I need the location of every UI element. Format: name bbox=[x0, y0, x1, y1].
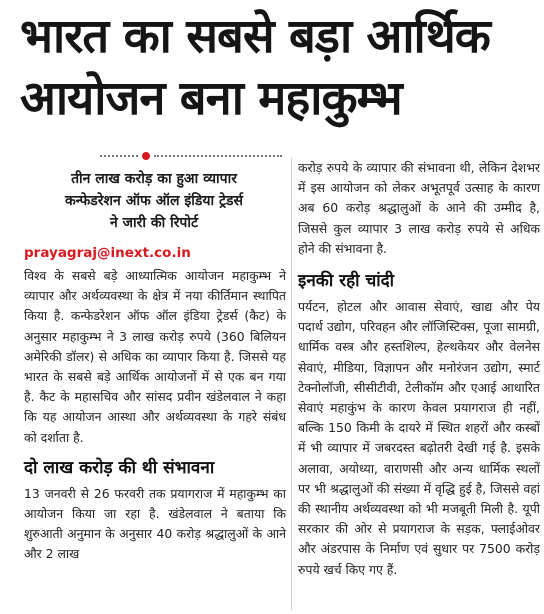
article-column-2 bbox=[298, 158, 540, 580]
column-divider bbox=[291, 158, 292, 610]
section-paragraph-1: 13 जनवरी से 26 फरवरी तक प्रयागराज में महाकुम्भ का आयोजन किया जा रहा है. खंडेलवाल ने बताया कि शुरुआती अनुमान के अनुसार 40 करोड़ श्रद्धालुओं के आने और 2 लाख bbox=[24, 485, 286, 562]
ornament-red-dot bbox=[142, 152, 150, 160]
ornament-dotted-line-right bbox=[154, 155, 282, 157]
subhead-line-1: तीन लाख करोड़ का हुआ व्यापार bbox=[71, 171, 237, 187]
subhead-ornament bbox=[100, 153, 282, 159]
subheadline bbox=[18, 168, 290, 234]
subhead-line-2: कन्फेडरेशन ऑफ ऑल इंडिया ट्रेडर्स bbox=[64, 193, 243, 209]
subhead-line-3: ने जारी की रिपोर्ट bbox=[109, 215, 199, 231]
headline bbox=[20, 6, 530, 130]
section-heading-beneficiaries: इनकी रही चांदी bbox=[298, 271, 395, 292]
section-heading-two-lakh-crore: दो लाख करोड़ की थी संभावना bbox=[24, 457, 215, 478]
headline-line-2: आयोजन बना महाकुम्भ bbox=[20, 71, 402, 126]
article-column-1 bbox=[24, 266, 286, 565]
continuation-paragraph: करोड़ रुपये के व्यापार की संभावना थी, लेकिन देशभर में इस आयोजन को लेकर अभूतपूर्व उत्साह के कारण अब 60 करोड़ श्रद्धालुओं के आने की उम्मीद है, जिससे कुल व्यापार 3 लाख करोड़ रुपये से अधिक होने की संभावना है. bbox=[298, 160, 540, 256]
section-paragraph-2: पर्यटन, होटल और आवास सेवाएं, खाद्य और पेय पदार्थ उद्योग, परिवहन और लॉजिस्टिक्स, पूजा सामग्री, धार्मिक वस्त्र और हस्तशिल्प, हेल्थकेयर और वेलनेस सेवाएं, मीडिया, विज्ञापन और मनोरंजन उद्योग, स्मार्ट टेक्नोलॉजी, सीसीटीवी, टेलीकॉम और एआई आधारित सेवाएं महाकुंभ के कारण केवल प्रयागराज ही नहीं, बल्कि 150 किमी के दायरे में स्थित शहरों और कस्बों में भी व्यापार में जबरदस्त बढ़ोतरी देखी गई है. इसके अलावा, अयोध्या, वाराणसी और अन्य धार्मिक स्थलों पर भी श्रद्धालुओं की संख्या में वृद्धि हुई है, जिससे वहां की स्थानीय अर्थव्यवस्था को भी मजबूती मिली है. यूपी सरकार की ओर से प्रयागराज के सड़क, फ्लाईओवर और अंडरपास के निर्माण एवं सुधार पर 7500 करोड़ रुपये खर्च किए गए हैं. bbox=[298, 299, 540, 577]
intro-paragraph: विश्व के सबसे बड़े आध्यात्मिक आयोजन महाकुम्भ ने व्यापार और अर्थव्यवस्था के क्षेत्र में नया कीर्तिमान स्थापित किया है. कन्फेडरेशन ऑफ ऑल इंडिया ट्रेडर्स (कैट) के अनुसार महाकुम्भ ने 3 लाख करोड़ रुपये (360 बिलियन अमेरिकी डॉलर) से अधिक का व्यापार किया है. जिससे यह भारत के सबसे बड़े आर्थिक आयोजनों में से एक बन गया है. कैट के महासचिव और सांसद प्रवीन खंडेलवाल ने कहा कि यह आयोजन आस्था और अर्थव्यवस्था के गहरे संबंध को दर्शाता है. bbox=[24, 268, 286, 445]
byline-email[interactable]: prayagraj@inext.co.in bbox=[24, 245, 191, 261]
ornament-dotted-line-left bbox=[100, 155, 138, 157]
headline-line-1: भारत का सबसे बड़ा आर्थिक bbox=[20, 9, 490, 64]
